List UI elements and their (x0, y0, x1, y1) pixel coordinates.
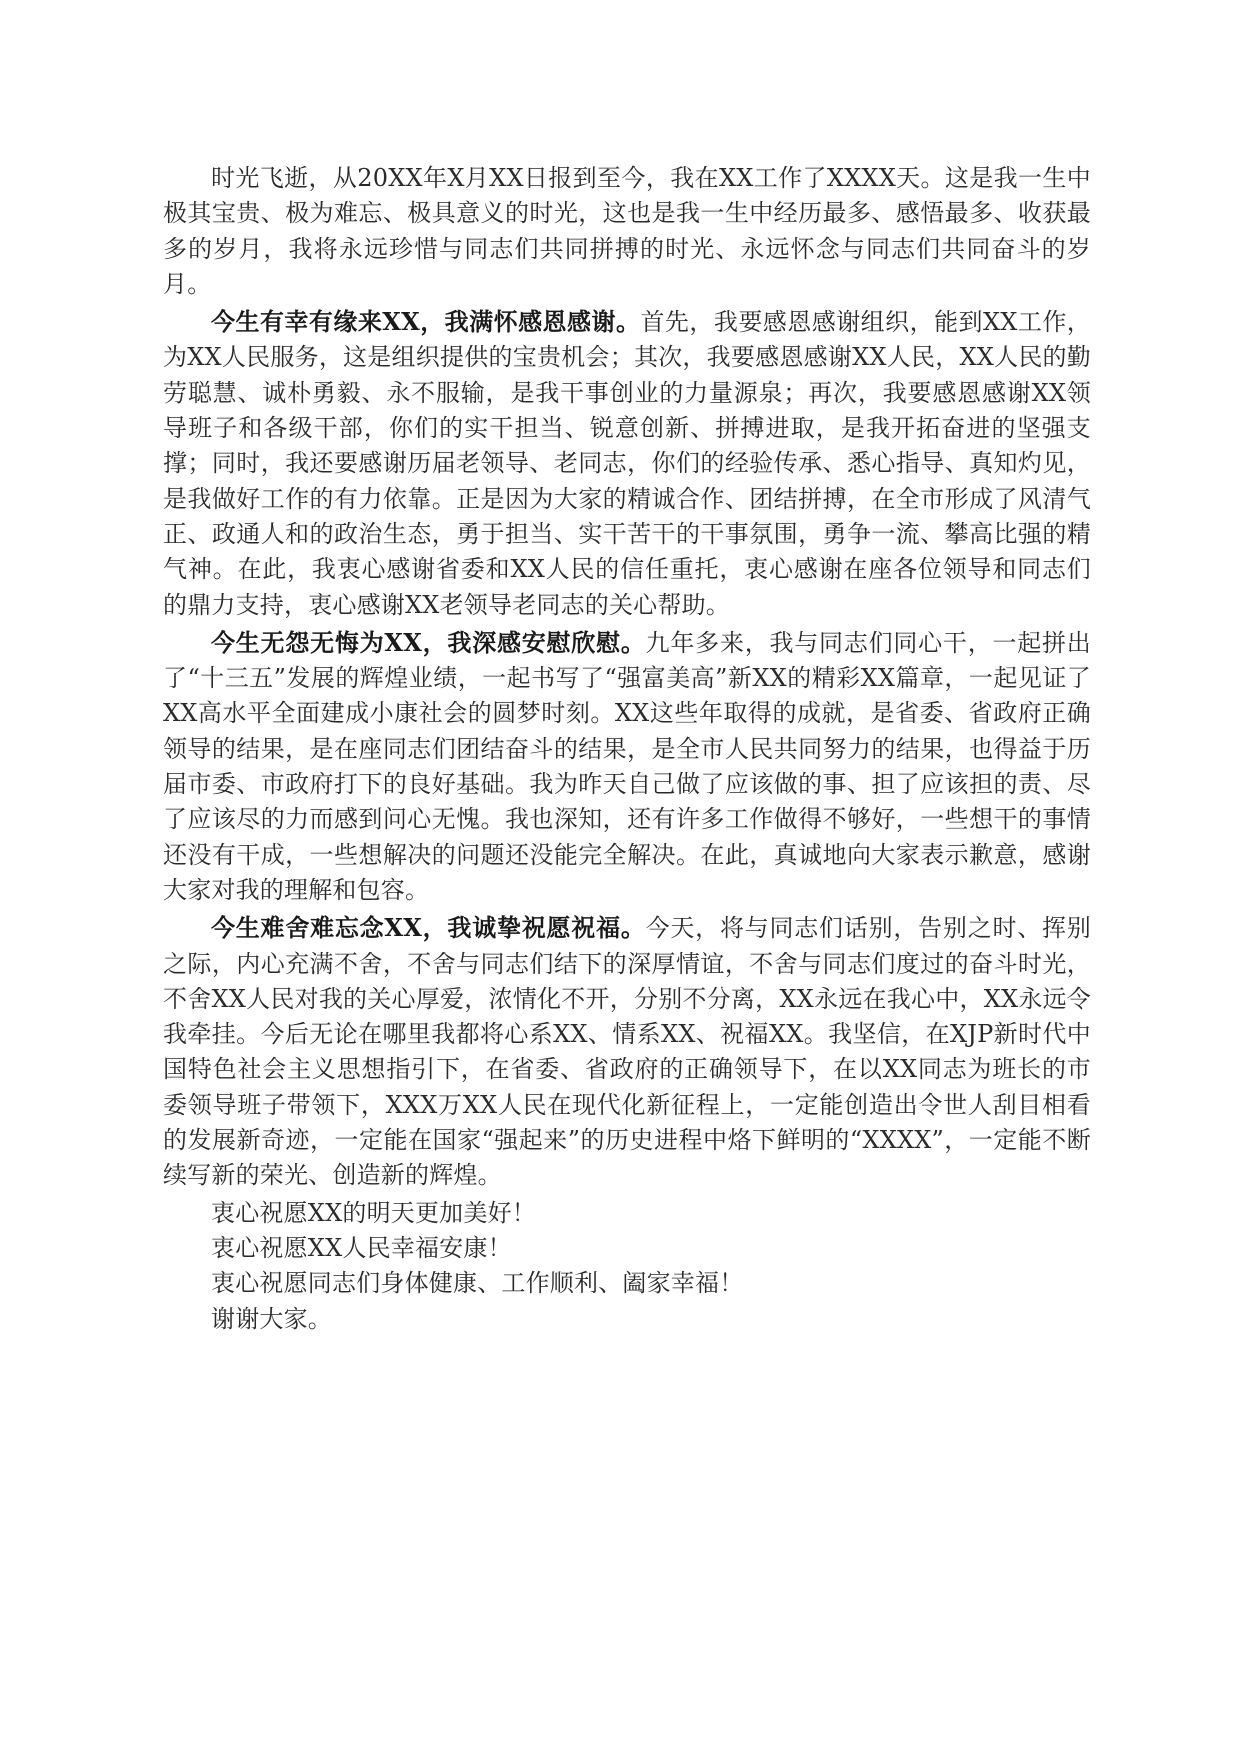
paragraph-gratitude (163, 304, 1091, 623)
paragraph-lead: 今生无怨无悔为XX，我深感安慰欣慰。 (211, 627, 646, 657)
paragraph-lead: 今生难舍难忘念XX，我诚挚祝愿祝福。 (211, 913, 646, 943)
paragraph-lead: 今生有幸有缘来XX，我满怀感恩感谢。 (211, 307, 641, 337)
paragraph-no-regrets (163, 625, 1091, 908)
closing-line: 衷心祝愿XX人民幸福安康！ (211, 1233, 512, 1262)
paragraph-body: 时光飞逝，从20XX年X月XX日报到至今，我在XX工作了XXXX天。这是我一生中极其宝贵、极为难忘、极具意义的时光，这也是我一生中经历最多、感悟最多、收获最多的岁月，我将永远珍惜与同志们共同拼搏的时光、永远怀念与同志们共同奋斗的岁月。 (163, 164, 1091, 298)
paragraph-intro (163, 160, 1091, 302)
paragraph-body: 九年多来，我与同志们同心干，一起拼出了“十三五”发展的辉煌业绩，一起书写了“强富美高”新XX的精彩XX篇章，一起见证了XX高水平全面建成小康社会的圆梦时刻。XX这些年取得的成就，是省委、省政府正确领导的结果，是在座同志们团结奋斗的结果，是全市人民共同努力的结果，也得益于历届市委、市政府打下的良好基础。我为昨天自己做了应该做的事、担了应该担的责、尽了应该尽的力而感到问心无愧。我也深知，还有许多工作做得不够好，一些想干的事情还没有干成，一些想解决的问题还没能完全解决。在此，真诚地向大家表示歉意，感谢大家对我的理解和包容。 (163, 628, 1091, 904)
paragraph-farewell (163, 910, 1091, 1193)
paragraph-body: 首先，我要感恩感谢组织，能到XX工作，为XX人民服务，这是组织提供的宝贵机会；其次，我要感恩感谢XX人民，XX人民的勤劳聪慧、诚朴勇毅、永不服输，是我干事创业的力量源泉；再次，我要感恩感谢XX领导班子和各级干部，你们的实干担当、锐意创新、拼搏进取，是我开拓奋进的坚强支撑；同时，我还要感谢历届老领导、老同志，你们的经验传承、悉心指导、真知灼见，是我做好工作的有力依靠。正是因为大家的精诚合作、团结拼搏，在全市形成了风清气正、政通人和的政治生态，勇于担当、实干苦干的干事氛围，勇争一流、攀高比强的精气神。在此，我衷心感谢省委和XX人民的信任重托，衷心感谢在座各位领导和同志们的鼎力支持，衷心感谢XX老领导老同志的关心帮助。 (163, 308, 1091, 619)
closing-line: 衷心祝愿XX的明天更加美好！ (211, 1198, 536, 1227)
closing-wishes (163, 1196, 1091, 1337)
closing-thanks: 谢谢大家。 (211, 1304, 332, 1333)
document-page (163, 160, 1091, 1337)
closing-line: 衷心祝愿同志们身体健康、工作顺利、阖家幸福！ (211, 1269, 744, 1298)
paragraph-body: 今天，将与同志们话别，告别之时、挥别之际，内心充满不舍，不舍与同志们结下的深厚情谊，不舍与同志们度过的奋斗时光，不舍XX人民对我的关心厚爱，浓情化不开，分别不分离，XX永远在我心中，XX永远令我牵挂。今后无论在哪里我都将心系XX、情系XX、祝福XX。我坚信，在XJP新时代中国特色社会主义思想指引下，在省委、省政府的正确领导下，在以XX同志为班长的市委领导班子带领下，XXX万XX人民在现代化新征程上，一定能创造出令世人刮目相看的发展新奇迹，一定能在国家“强起来”的历史进程中烙下鲜明的“XXXX”，一定能不断续写新的荣光、创造新的辉煌。 (163, 914, 1091, 1190)
